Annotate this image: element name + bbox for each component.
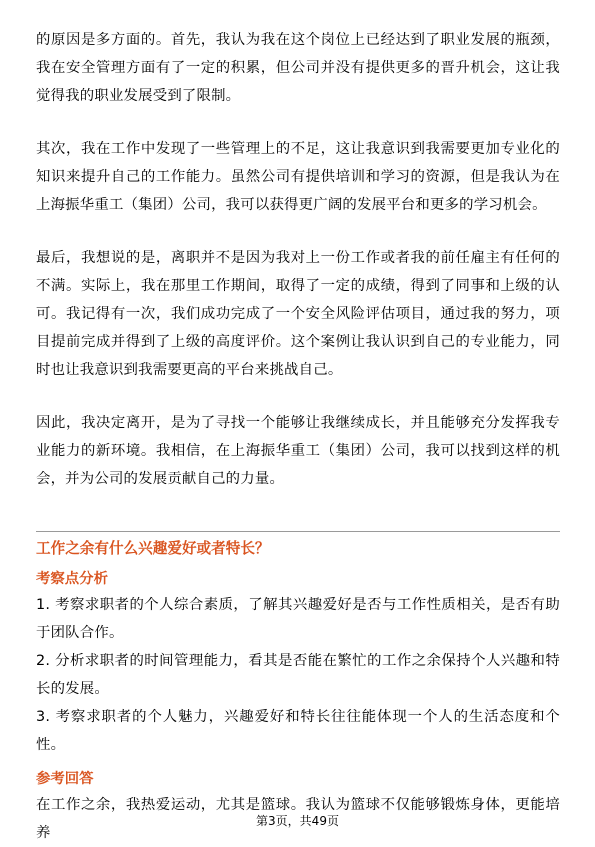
paragraph-2: 其次，我在工作中发现了一些管理上的不足，这让我意识到我需要更加专业化的知识来提升自己的工作能力。虽然公司有提供培训和学习的资源，但是我认为在上海振华重工（集团）公司，我可以获得更广阔的发展平台和更多的学习机会。	[36, 141, 560, 213]
paragraph-4: 因此，我决定离开，是为了寻找一个能够让我继续成长，并且能够充分发挥我专业能力的新环境。我相信，在上海振华重工（集团）公司，我可以找到这样的机会，并为公司的发展贡献自己的力量。	[36, 415, 560, 487]
analysis-item-1: 1. 考察求职者的个人综合素质，了解其兴趣爱好是否与工作性质相关，是否有助于团队合作。	[36, 597, 560, 641]
paragraph-1: 的原因是多方面的。首先，我认为我在这个岗位上已经达到了职业发展的瓶颈，我在安全管理方面有了一定的积累，但公司并没有提供更多的晋升机会，这让我觉得我的职业发展受到了限制。	[36, 32, 560, 104]
analysis-heading: 考察点分析	[36, 571, 108, 587]
analysis-item-2: 2. 分析求职者的时间管理能力，看其是否能在繁忙的工作之余保持个人兴趣和特长的发展。	[36, 653, 560, 697]
body-text	[36, 26, 560, 493]
answer-heading: 参考回答	[36, 771, 94, 787]
paragraph-3: 最后，我想说的是，离职并不是因为我对上一份工作或者我的前任雇主有任何的不满。实际上，我在那里工作期间，取得了一定的成绩，得到了同事和上级的认可。我记得有一次，我们成功完成了一个安全风险评估项目，通过我的努力，项目提前完成并得到了上级的高度评价。这个案例让我认识到自己的专业能力，同时也让我意识到我需要更高的平台来挑战自己。	[36, 250, 560, 378]
page-number: 第3页，共49页	[256, 814, 339, 828]
question-section	[36, 537, 560, 847]
section-divider	[36, 531, 560, 532]
analysis-item-3: 3. 考察求职者的个人魅力，兴趣爱好和特长往往能体现一个人的生活态度和个性。	[36, 709, 560, 753]
answer-text: 在工作之余，我热爱运动，尤其是篮球。我认为篮球不仅能够锻炼身体，更能培养	[36, 797, 560, 841]
question-title: 工作之余有什么兴趣爱好或者特长？	[36, 540, 270, 557]
